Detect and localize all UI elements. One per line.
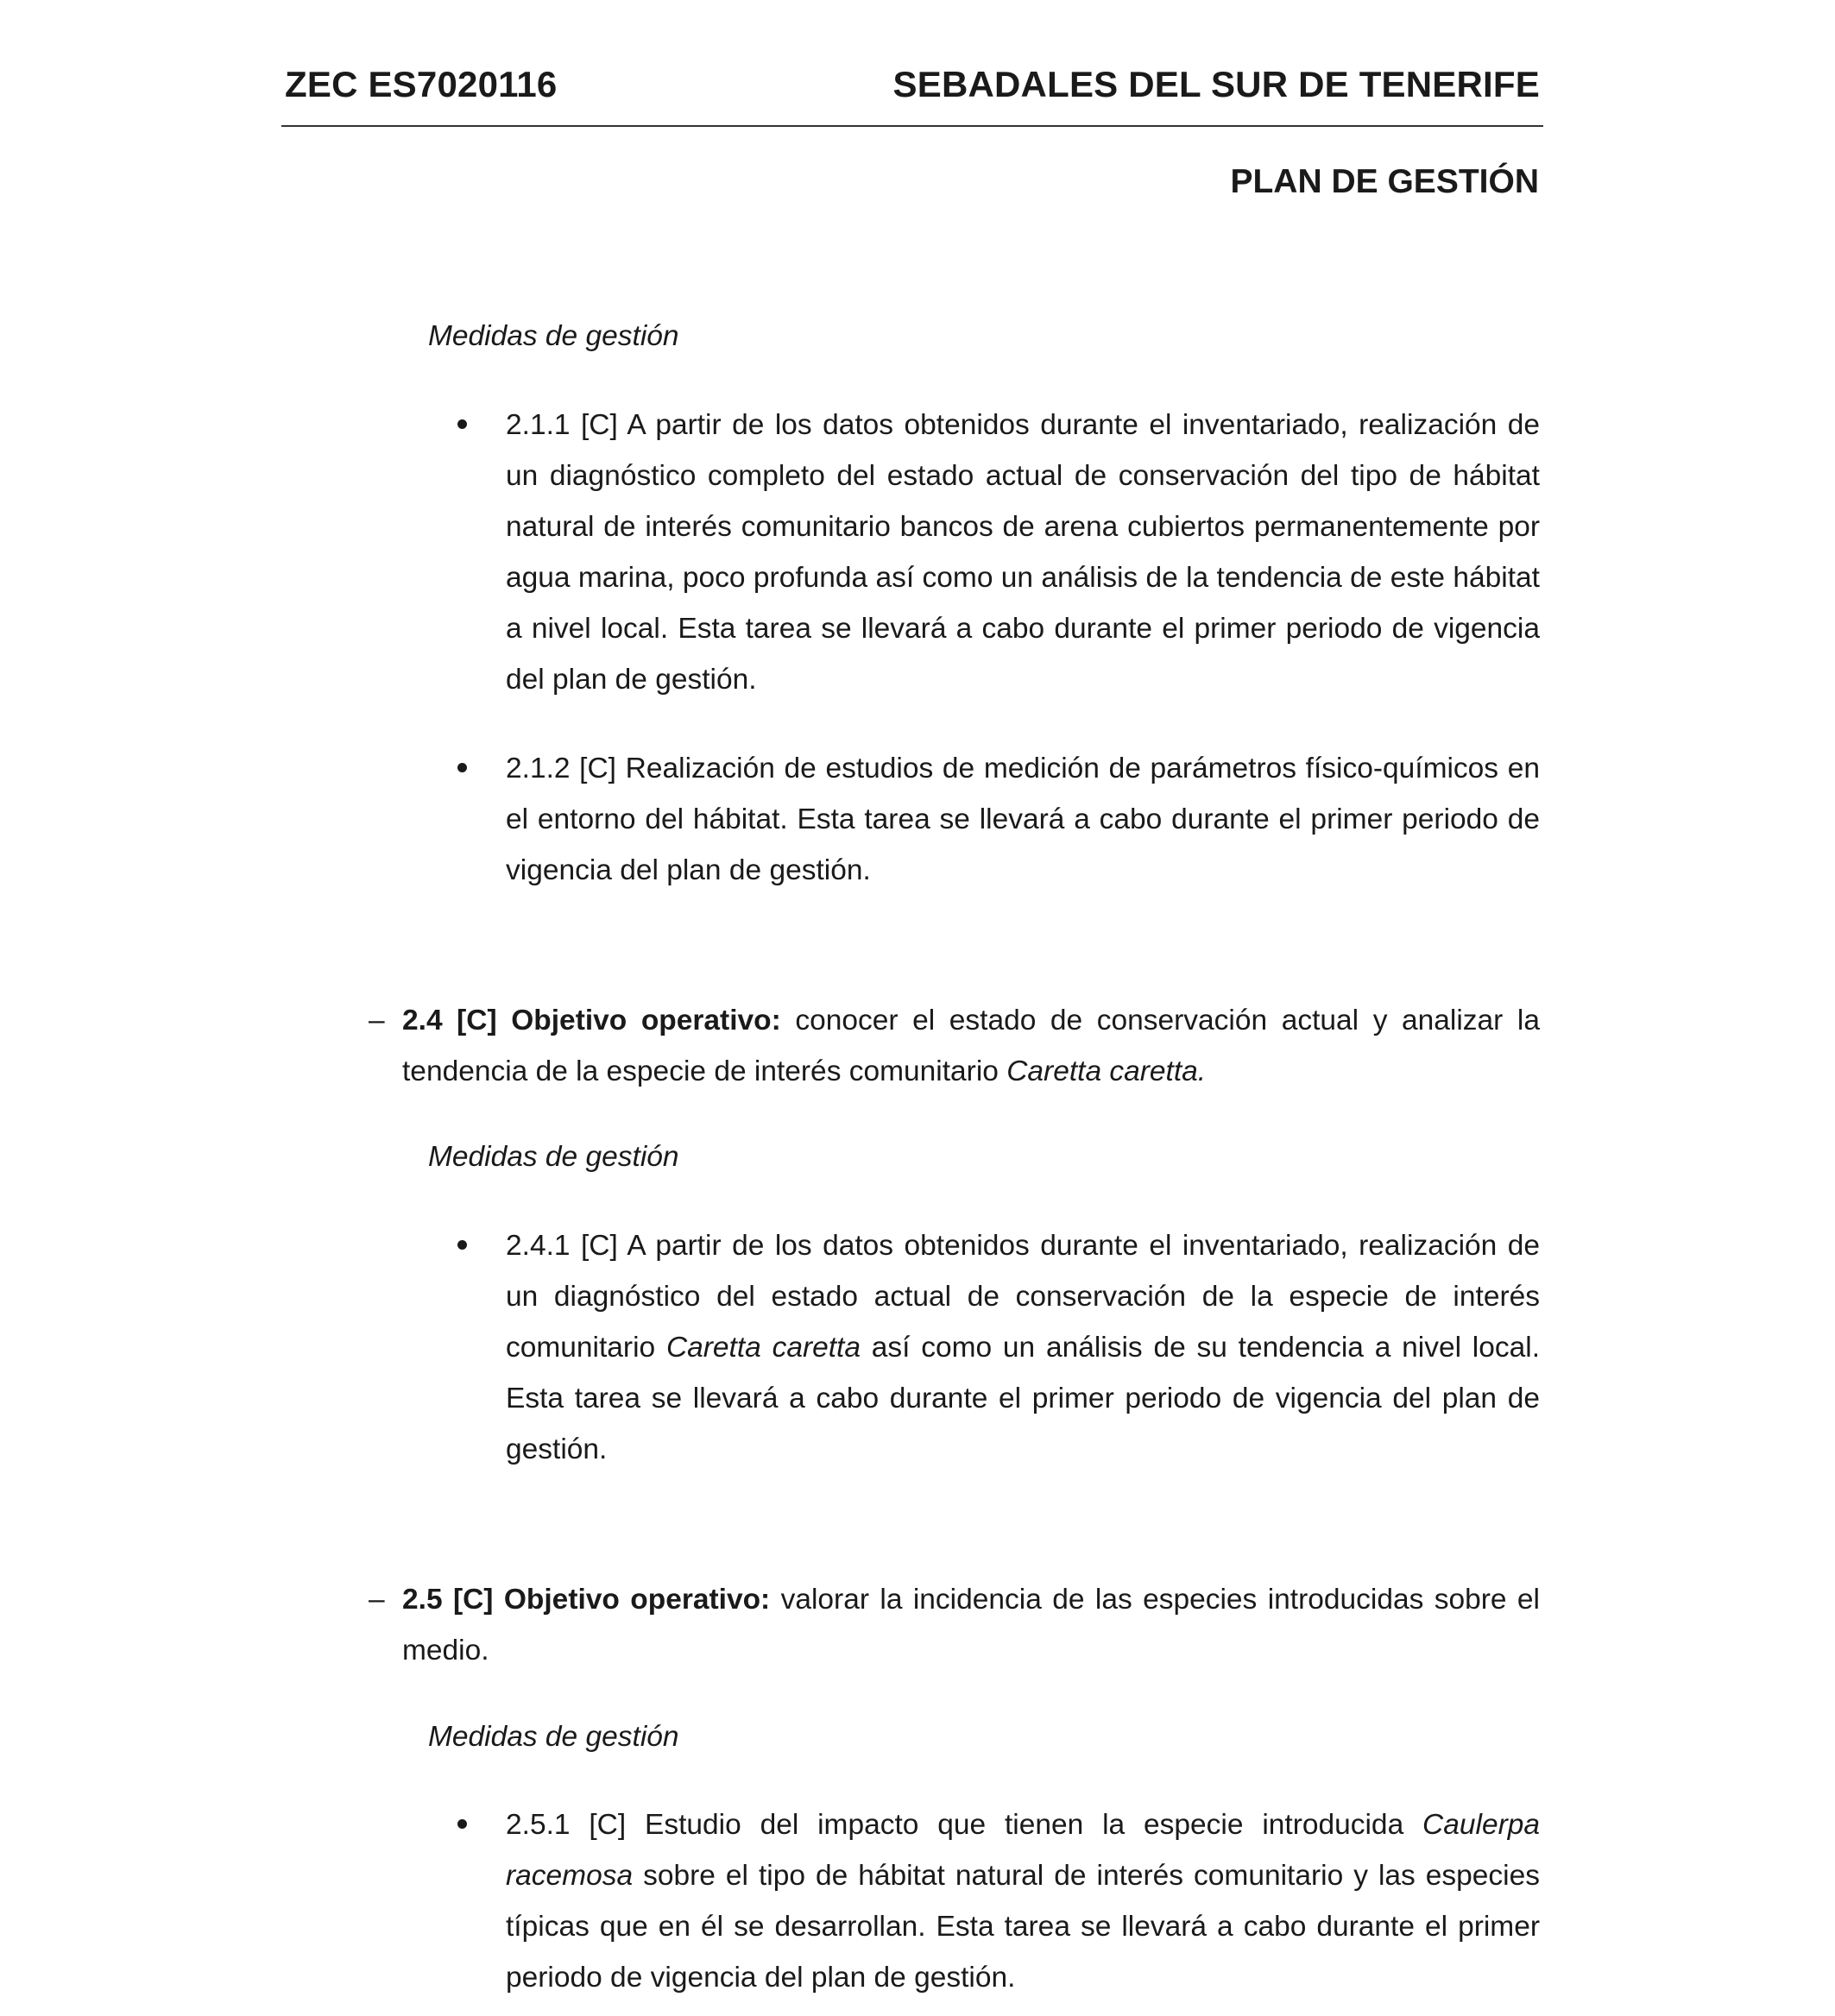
- dash-marker: –: [369, 1584, 385, 1616]
- objective-lead: 2.5 [C] Objetivo operativo:: [402, 1584, 771, 1616]
- measure-text: así como un análisis de su tendencia a nivel local. Esta tarea se llevará a cabo durante el primer periodo de vigencia del plan de gestión.: [506, 1332, 1540, 1465]
- bullet-icon: [457, 419, 467, 429]
- measure-text: 2.5.1 [C] Estudio del impacto que tienen la especie introducida: [506, 1809, 1423, 1841]
- measures-heading: Medidas de gestión: [428, 1141, 679, 1173]
- objective-2-4: [369, 995, 1540, 1097]
- objective-lead: 2.4 [C] Objetivo operativo:: [402, 1005, 781, 1036]
- bullet-icon: [457, 763, 467, 772]
- species-name: Caretta caretta.: [1006, 1055, 1207, 1087]
- measure-text: 2.1.1 [C] A partir de los datos obtenidos durante el inventariado, realización de un diagnóstico completo del estado actual de conservación del tipo de hábitat natural de interés comunitario bancos de arena cubiertos permanentemente por agua marina, poco profunda así como un análisis de la tendencia de este hábitat a nivel local. Esta tarea se llevará a cabo durante el primer periodo de vigencia del plan de gestión.: [506, 409, 1540, 696]
- measure-item-2-1-2: [506, 743, 1540, 896]
- bullet-icon: [457, 1819, 467, 1829]
- objective-text: valorar la incidencia de las especies introducidas sobre el medio.: [402, 1584, 1540, 1666]
- measure-text: 2.4.1 [C] A partir de los datos obtenidos durante el inventariado, realización de un diagnóstico del estado actual de conservación de la especie de interés comunitario: [506, 1230, 1540, 1364]
- measures-heading: Medidas de gestión: [428, 320, 679, 352]
- measures-heading: Medidas de gestión: [428, 1721, 679, 1753]
- document-subtitle: PLAN DE GESTIÓN: [1230, 163, 1539, 200]
- site-code: ZEC ES7020116: [285, 64, 558, 104]
- page-header: [281, 60, 1543, 112]
- bullet-icon: [457, 1240, 467, 1250]
- species-name: Caretta caretta: [665, 1332, 861, 1364]
- measure-text: 2.1.2 [C] Realización de estudios de medición de parámetros físico-químicos en el entorno del hábitat. Esta tarea se llevará a cabo durante el primer periodo de vigencia del plan de gestión.: [506, 753, 1540, 886]
- measure-item-2-1-1: [506, 400, 1540, 705]
- dash-marker: –: [369, 1005, 385, 1036]
- measure-item-2-5-1: [506, 1799, 1540, 2003]
- species-name: Caulerpa racemosa: [506, 1809, 1540, 1892]
- objective-2-5: [369, 1574, 1540, 1676]
- measure-item-2-4-1: [506, 1220, 1540, 1475]
- objective-text: conocer el estado de conservación actual y analizar la tendencia de la especie de interés comunitario: [402, 1005, 1540, 1087]
- site-name: SEBADALES DEL SUR DE TENERIFE: [892, 64, 1540, 104]
- measure-text: sobre el tipo de hábitat natural de interés comunitario y las especies típicas que en él se desarrollan. Esta tarea se llevará a cabo durante el primer periodo de vigencia del plan de gestión.: [506, 1860, 1540, 1994]
- header-divider: [281, 125, 1543, 127]
